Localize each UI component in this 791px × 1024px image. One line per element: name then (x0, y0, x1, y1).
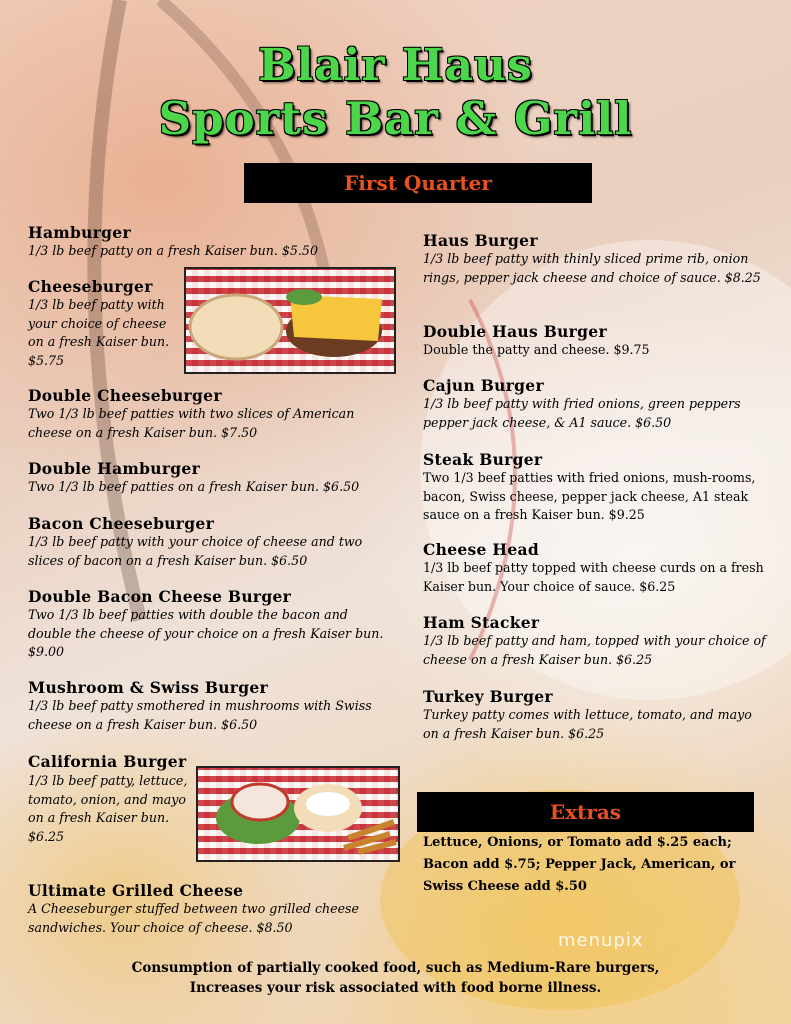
restaurant-name: Blair Haus (258, 40, 533, 91)
item-name: Turkey Burger (423, 687, 553, 706)
item-name: Double Hamburger (28, 459, 201, 478)
menu-item (28, 588, 388, 662)
item-description: Double the patty and cheese. $9.75 (423, 342, 650, 357)
watermark: menupix (558, 930, 644, 951)
item-description: 1/3 lb beef patty with fried onions, green peppers pepper jack cheese, & A1 sauce. $6.50 (423, 396, 741, 430)
section-title: First Quarter (344, 171, 492, 195)
item-description: 1/3 lb beef patty, lettuce, tomato, onion, and mayo on a fresh Kaiser bun. $6.25 (28, 773, 188, 844)
disclaimer-line-1: Consumption of partially cooked food, such as Medium-Rare burgers, (131, 960, 660, 976)
item-name: Double Bacon Cheese Burger (28, 587, 292, 606)
disclaimer-line-2: Increases your risk associated with food borne illness. (189, 980, 602, 996)
menu-item (28, 460, 398, 497)
extras-description: Lettuce, Onions, or Tomato add $.25 each; Bacon add $.75; Pepper Jack, American, or Swiss Cheese add $.50 (423, 835, 736, 894)
menu-item (28, 387, 398, 442)
item-description: 1/3 lb beef patty with thinly sliced prime rib, onion rings, pepper jack cheese and choice of sauce. $8.25 (423, 251, 761, 285)
burger-image (198, 768, 398, 860)
item-name: Double Haus Burger (423, 322, 607, 341)
item-name: Cajun Burger (423, 376, 544, 395)
menu-item (28, 679, 403, 734)
menu-item (423, 232, 763, 287)
menu-item (28, 224, 398, 261)
item-description: Two 1/3 lb beef patties on a fresh Kaiser bun. $6.50 (28, 479, 360, 494)
item-name: Mushroom & Swiss Burger (28, 678, 269, 697)
item-description: 1/3 lb beef patty on a fresh Kaiser bun. $5.50 (28, 243, 318, 258)
menu-item (28, 752, 188, 846)
item-name: Ultimate Grilled Cheese (28, 881, 244, 900)
item-name: Steak Burger (423, 450, 543, 469)
menu-item (423, 323, 763, 360)
item-name: California Burger (28, 752, 187, 771)
menu-item (423, 688, 768, 743)
menu-item (28, 515, 398, 570)
item-description: 1/3 lb beef patty topped with cheese curds on a fresh Kaiser bun. Your choice of sauce. $6.25 (423, 560, 764, 594)
menu-item (423, 541, 768, 596)
cheeseburger-photo (184, 267, 396, 374)
item-description: Two 1/3 beef patties with fried onions, mush-rooms, bacon, Swiss cheese, pepper jack cheese, A1 steak sauce on a fresh Kaiser bun. $9.25 (423, 470, 756, 522)
item-description: Two 1/3 lb beef patties with double the bacon and double the cheese of your choice on a fresh Kaiser bun. $9.00 (28, 607, 384, 659)
item-description: A Cheeseburger stuffed between two grilled cheese sandwiches. Your choice of cheese. $8.50 (28, 901, 359, 935)
item-description: 1/3 lb beef patty smothered in mushrooms with Swiss cheese on a fresh Kaiser bun. $6.50 (28, 698, 372, 732)
item-name: Ham Stacker (423, 613, 540, 632)
item-description: 1/3 lb beef patty with your choice of cheese and two slices of bacon on a fresh Kaiser bun. $6.50 (28, 534, 363, 568)
menu-item (423, 451, 768, 525)
restaurant-subtitle: Sports Bar & Grill (158, 92, 633, 145)
item-name: Double Cheeseburger (28, 386, 222, 405)
section-banner (244, 163, 592, 203)
menu-item (28, 882, 398, 937)
item-description: Turkey patty comes with lettuce, tomato, and mayo on a fresh Kaiser bun. $6.25 (423, 707, 752, 741)
item-name: Bacon Cheeseburger (28, 514, 215, 533)
item-name: Cheeseburger (28, 277, 153, 296)
menu-item (28, 278, 184, 370)
california-burger-photo (196, 766, 400, 862)
extras-banner (417, 792, 754, 832)
item-name: Cheese Head (423, 540, 540, 559)
item-name: Hamburger (28, 223, 131, 242)
menu-item (423, 377, 763, 432)
burger-image (186, 269, 394, 372)
item-description: 1/3 lb beef patty with your choice of cheese on a fresh Kaiser bun. $5.75 (28, 297, 170, 368)
menu-item (423, 614, 768, 669)
extras-title: Extras (549, 800, 622, 824)
item-description: 1/3 lb beef patty and ham, topped with your choice of cheese on a fresh Kaiser bun. $6.25 (423, 633, 766, 667)
item-description: Two 1/3 lb beef patties with two slices of American cheese on a fresh Kaiser bun. $7.50 (28, 406, 355, 440)
item-name: Haus Burger (423, 231, 538, 250)
